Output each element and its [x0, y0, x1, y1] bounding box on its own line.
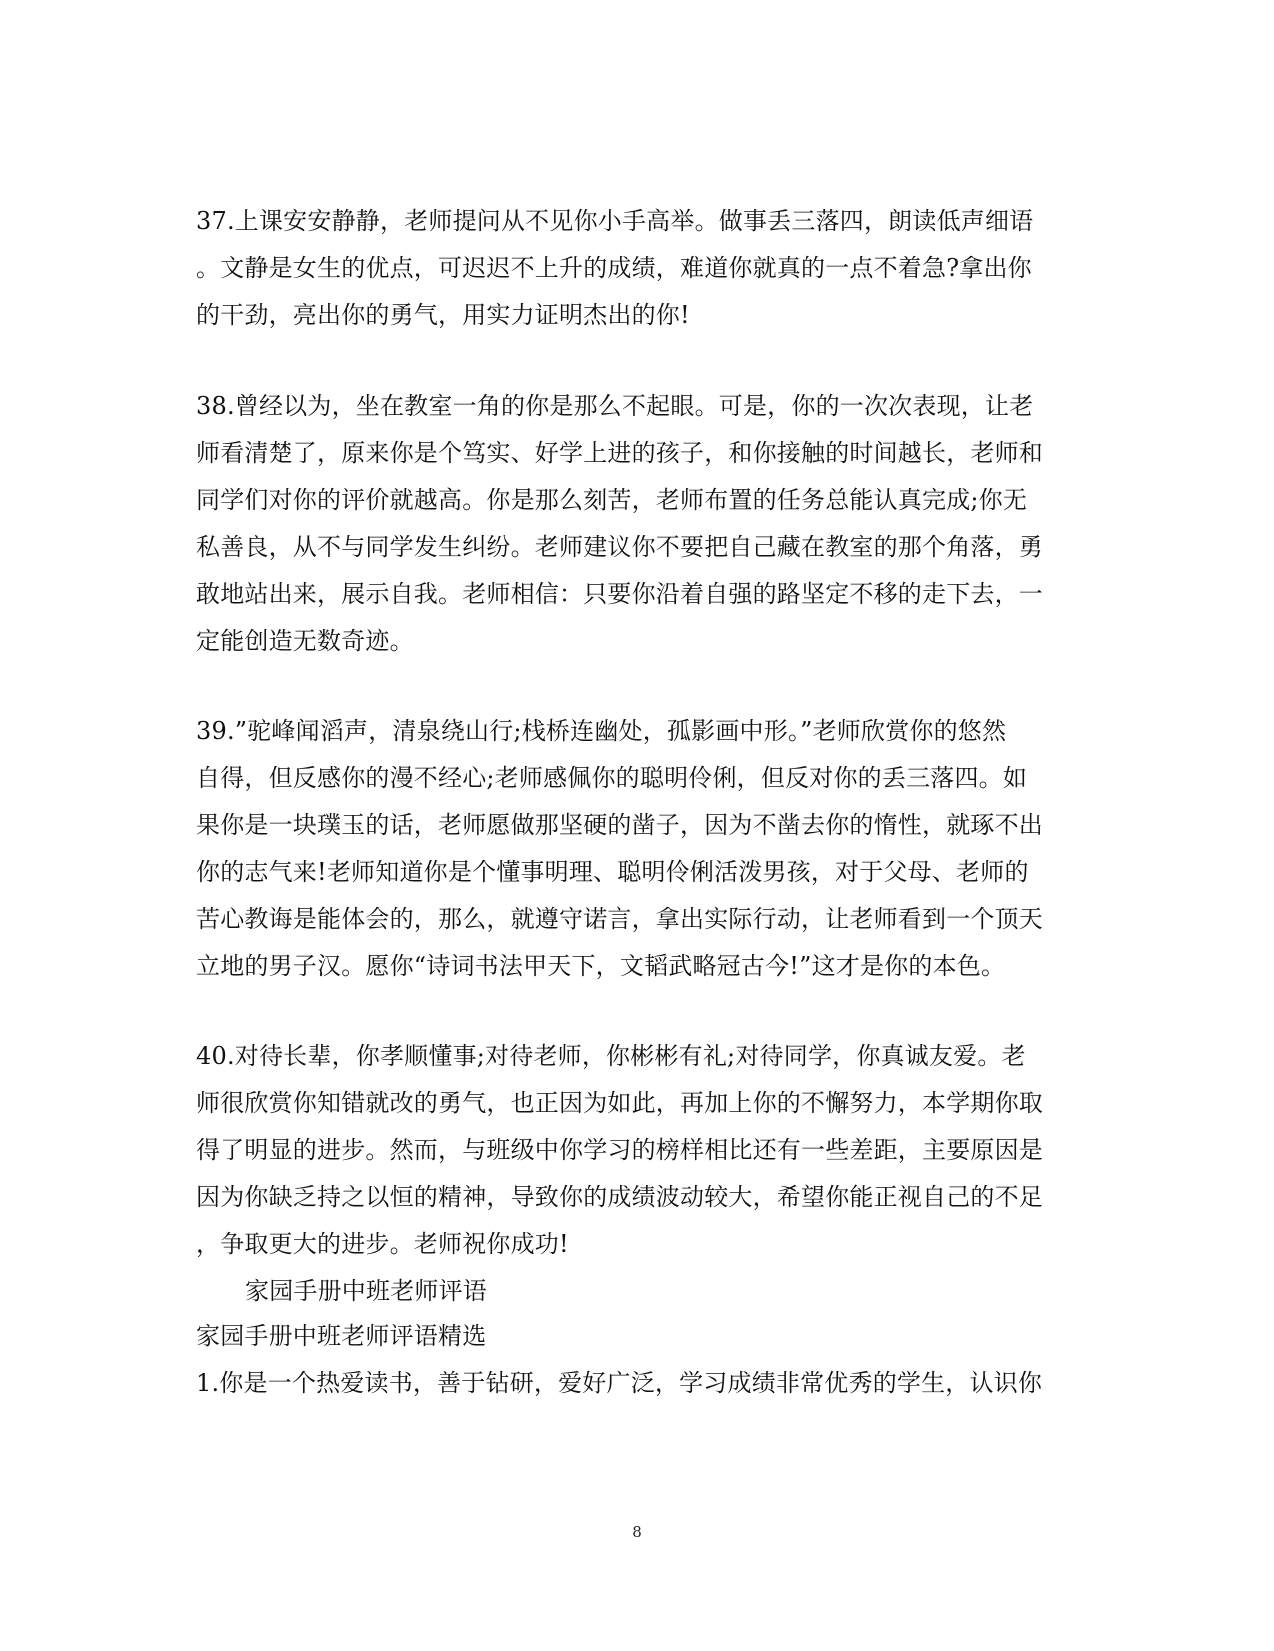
- paragraph-line: 定能创造无数奇迹。: [196, 627, 414, 655]
- section-heading: 家园手册中班老师评语精选: [196, 1322, 487, 1350]
- paragraph-line: 38.曾经以为，坐在教室一角的你是那么不起眼。可是，你的一次次表现，让老: [196, 392, 1034, 420]
- paragraph-line: 敢地站出来，展示自我。老师相信：只要你沿着自强的路坚定不移的走下去，一: [196, 580, 1043, 608]
- paragraph-line: 苦心教诲是能体会的，那么，就遵守诺言，拿出实际行动，让老师看到一个顶天: [196, 905, 1043, 933]
- paragraph-line: 同学们对你的评价就越高。你是那么刻苦，老师布置的任务总能认真完成;你无: [196, 486, 1028, 514]
- paragraph-line: 自得，但反感你的漫不经心;老师感佩你的聪明伶俐，但反对你的丢三落四。如: [196, 764, 1028, 792]
- paragraph-line: 师很欣赏你知错就改的勇气，也正因为如此，再加上你的不懈努力，本学期你取: [196, 1089, 1043, 1117]
- page-number: 8: [632, 1523, 642, 1541]
- paragraph-line: 师看清楚了，原来你是个笃实、好学上进的孩子，和你接触的时间越长，老师和: [196, 439, 1043, 467]
- paragraph-line: 40.对待长辈，你孝顺懂事;对待老师，你彬彬有礼;对待同学，你真诚友爱。老: [196, 1042, 1026, 1070]
- paragraph-line: 立地的男子汉。愿你“诗词书法甲天下，文韬武略冠古今!”这才是你的本色。: [196, 952, 1006, 980]
- paragraph-line: 37.上课安安静静，老师提问从不见你小手高举。做事丢三落四，朗读低声细语: [196, 207, 1034, 235]
- paragraph-line: 果你是一块璞玉的话，老师愿做那坚硬的凿子，因为不凿去你的惰性，就琢不出: [196, 811, 1043, 839]
- section-heading-indented: 家园手册中班老师评语: [245, 1277, 487, 1305]
- list-item-line: 1.你是一个热爱读书，善于钻研，爱好广泛，学习成绩非常优秀的学生，认识你: [196, 1369, 1043, 1397]
- paragraph-line: 因为你缺乏持之以恒的精神，导致你的成绩波动较大，希望你能正视自己的不足: [196, 1183, 1043, 1211]
- paragraph-line: 私善良，从不与同学发生纠纷。老师建议你不要把自己藏在教室的那个角落，勇: [196, 533, 1043, 561]
- paragraph-line: 得了明显的进步。然而，与班级中你学习的榜样相比还有一些差距，主要原因是: [196, 1136, 1043, 1164]
- paragraph-line: 39.”驼峰闻滔声，清泉绕山行;栈桥连幽处，孤影画中形。”老师欣赏你的悠然: [196, 717, 1007, 745]
- paragraph-line: 的干劲，亮出你的勇气，用实力证明杰出的你!: [196, 301, 690, 329]
- paragraph-line: ，争取更大的进步。老师祝你成功!: [196, 1230, 569, 1258]
- paragraph-line: 你的志气来!老师知道你是个懂事明理、聪明伶俐活泼男孩，对于父母、老师的: [196, 858, 1029, 886]
- paragraph-line: 。文静是女生的优点，可迟迟不上升的成绩，难道你就真的一点不着急?拿出你: [196, 254, 1032, 282]
